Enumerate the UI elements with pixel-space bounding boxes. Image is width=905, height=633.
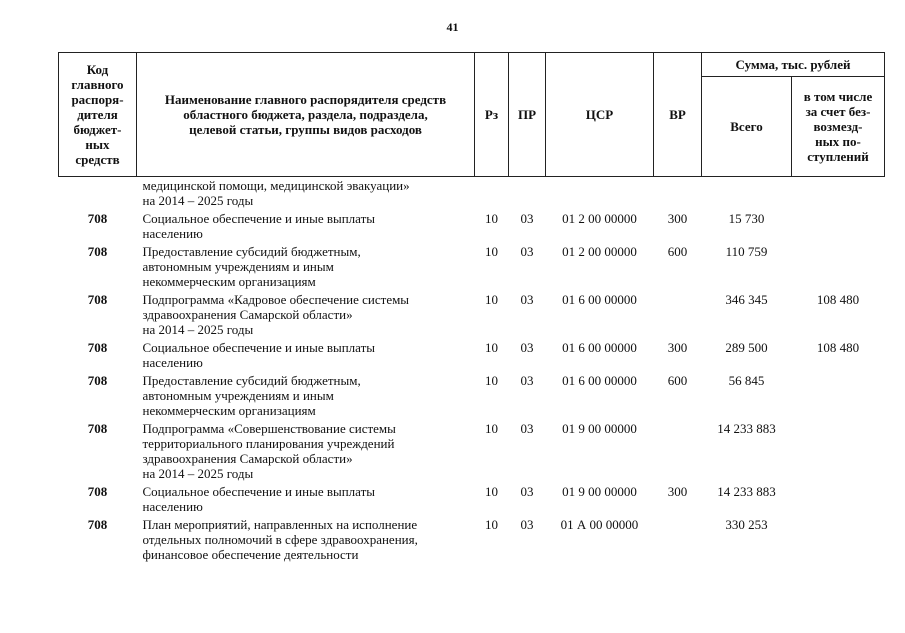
cell-csr: 01 9 00 00000 (562, 421, 637, 436)
cell-pr: 03 (520, 517, 534, 532)
header-csr: ЦСР (546, 53, 654, 177)
cell-rz: 10 (485, 517, 498, 532)
cell-code: 708 (87, 244, 108, 259)
cell-vr: 300 (667, 340, 688, 355)
budget-table (58, 52, 885, 562)
cell-rz: 10 (485, 244, 498, 259)
cell-name: Подпрограмма «Кадровое обеспечение системы здравоохранения Самарской области» на 2014 – 2025 годы (142, 292, 410, 337)
cell-pr: 03 (520, 340, 534, 355)
cell-code: 708 (87, 421, 108, 436)
cell-vr: 600 (667, 244, 688, 259)
table-header (59, 53, 885, 177)
header-vr: ВР (654, 53, 702, 177)
cell-name: Предоставление субсидий бюджетным, автономным учреждениям и иным некоммерческим организациям (142, 373, 361, 418)
table-row (59, 241, 885, 289)
cell-total (702, 177, 792, 209)
cell-vr (654, 177, 702, 209)
cell-csr: 01 6 00 00000 (562, 292, 637, 307)
cell-pr: 03 (520, 373, 534, 388)
table-row (59, 481, 885, 514)
cell-total: 56 845 (728, 373, 765, 388)
cell-name: Подпрограмма «Совершенствование системы территориального планирования учреждений здравоохранения Самарской области» на 2014 – 2025 годы (142, 421, 396, 481)
cell-pr: 03 (520, 484, 534, 499)
cell-total: 110 759 (725, 244, 768, 259)
cell-csr (546, 177, 654, 209)
cell-total: 330 253 (725, 517, 768, 532)
cell-csr: 01 6 00 00000 (562, 340, 637, 355)
cell-code: 708 (87, 340, 108, 355)
cell-rz: 10 (485, 484, 498, 499)
cell-csr: 01 2 00 00000 (562, 211, 637, 226)
table-row (59, 514, 885, 562)
cell-name: Социальное обеспечение и иные выплаты населению (142, 484, 376, 514)
cell-code: 708 (87, 292, 108, 307)
table-row (59, 289, 885, 337)
cell-gratuitous (792, 370, 885, 418)
cell-total: 346 345 (725, 292, 768, 307)
cell-pr: 03 (520, 292, 534, 307)
cell-name: медицинской помощи, медицинской эвакуации» на 2014 – 2025 годы (142, 178, 410, 208)
cell-pr: 03 (520, 244, 534, 259)
table-body (59, 177, 885, 563)
cell-gratuitous (792, 177, 885, 209)
cell-vr: 300 (667, 211, 688, 226)
cell-total: 15 730 (728, 211, 765, 226)
cell-pr: 03 (520, 211, 534, 226)
table-row (59, 370, 885, 418)
cell-gratuitous (792, 241, 885, 289)
cell-gratuitous: 108 480 (816, 340, 860, 355)
cell-name: План мероприятий, направленных на исполнение отдельных полномочий в сфере здравоохранения, финансовое обеспечение деятельности (142, 517, 418, 562)
header-gratuitous: в том числе за счет без- возмезд- ных по- ступлений (792, 77, 885, 177)
header-rz: Рз (475, 53, 509, 177)
header-name: Наименование главного распорядителя средств областного бюджета, раздела, подраздела, целевой статьи, группы видов расходов (137, 53, 475, 177)
cell-csr: 01 А 00 00000 (560, 517, 639, 532)
table-row (59, 208, 885, 241)
cell-gratuitous (792, 481, 885, 514)
page-number: 41 (446, 20, 459, 34)
table-row (59, 177, 885, 209)
cell-name: Социальное обеспечение и иные выплаты населению (142, 211, 376, 241)
cell-code (59, 177, 137, 209)
cell-name: Предоставление субсидий бюджетным, автономным учреждениям и иным некоммерческим организациям (142, 244, 361, 289)
cell-total: 289 500 (725, 340, 768, 355)
cell-code: 708 (87, 373, 108, 388)
cell-vr (654, 289, 702, 337)
cell-rz: 10 (485, 373, 498, 388)
cell-code: 708 (87, 484, 108, 499)
cell-rz (475, 177, 509, 209)
cell-name: Социальное обеспечение и иные выплаты населению (142, 340, 376, 370)
cell-vr (654, 418, 702, 481)
cell-pr (509, 177, 546, 209)
table-row (59, 337, 885, 370)
cell-csr: 01 9 00 00000 (562, 484, 637, 499)
header-total: Всего (702, 77, 792, 177)
cell-rz: 10 (485, 211, 498, 226)
cell-rz: 10 (485, 340, 498, 355)
cell-rz: 10 (485, 421, 498, 436)
cell-code: 708 (87, 517, 108, 532)
header-code: Код главного распоря- дителя бюджет- ных средств (59, 53, 137, 177)
cell-csr: 01 6 00 00000 (562, 373, 637, 388)
cell-gratuitous (792, 208, 885, 241)
table-row (59, 418, 885, 481)
cell-csr: 01 2 00 00000 (562, 244, 637, 259)
cell-gratuitous (792, 418, 885, 481)
header-sum-group: Сумма, тыс. рублей (702, 53, 885, 77)
cell-vr: 600 (667, 373, 688, 388)
cell-gratuitous: 108 480 (816, 292, 860, 307)
cell-total: 14 233 883 (717, 421, 776, 436)
cell-total: 14 233 883 (717, 484, 776, 499)
cell-pr: 03 (520, 421, 534, 436)
cell-code: 708 (87, 211, 108, 226)
header-pr: ПР (509, 53, 546, 177)
cell-vr: 300 (667, 484, 688, 499)
cell-rz: 10 (485, 292, 498, 307)
cell-gratuitous (792, 514, 885, 562)
cell-vr (654, 514, 702, 562)
